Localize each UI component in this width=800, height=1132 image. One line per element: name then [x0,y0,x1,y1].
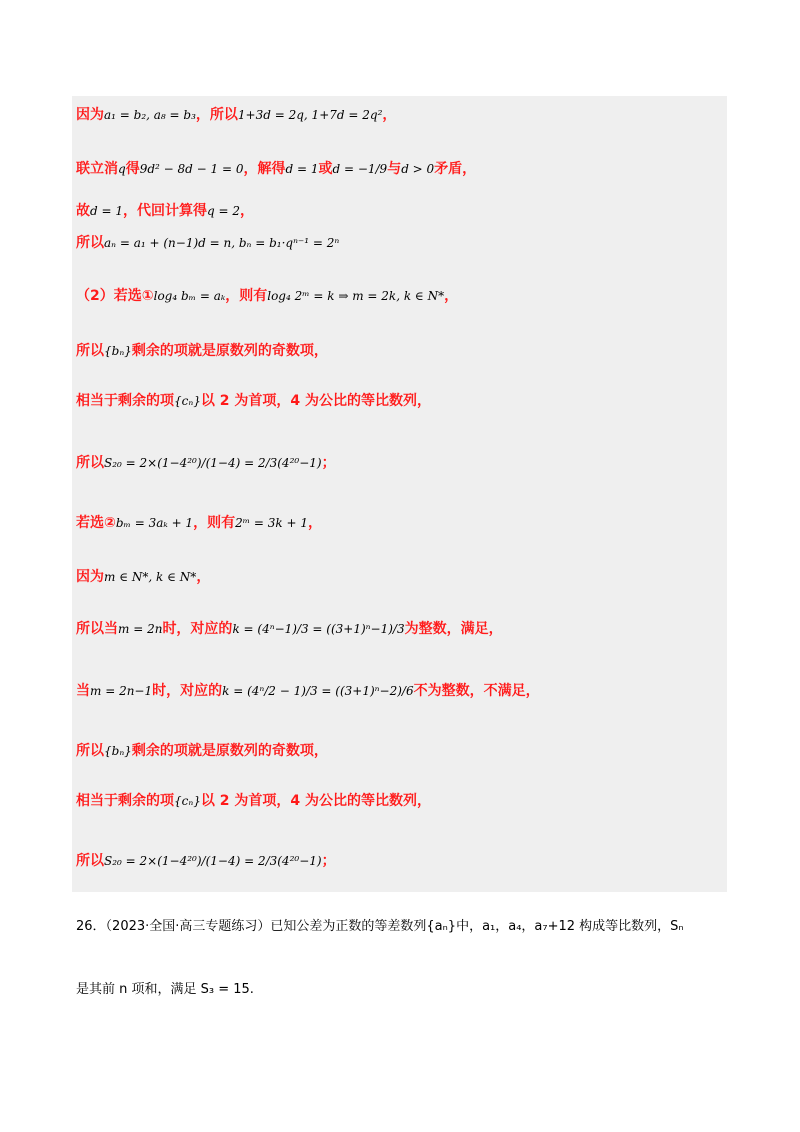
text: ； [321,853,336,869]
text: 以 2 为首项，4 为公比的等比数列， [200,793,431,809]
question-26-line-1: 26．（2023·全国·高三专题练习）已知公差为正数的等差数列{aₙ}中，a₁，a₄，a₇+12 构成等比数列，Sₙ [76,919,684,934]
formula: log₄ bₘ = aₖ [153,289,226,303]
solution-line-13 [76,740,328,760]
solution-line-2 [76,158,476,178]
text: 若选② [76,515,116,531]
formula: m = 2n [118,622,163,636]
text: 所以 [76,455,104,471]
text: ，代回计算得 [123,203,207,219]
formula: q = 2 [207,204,240,218]
formula: 1+3d = 2q, 1+7d = 2q² [237,108,383,122]
formula: {cₙ} [174,394,201,408]
text: 剩余的项就是原数列的奇数项， [131,743,328,759]
solution-line-9 [76,512,322,532]
formula: d = 1 [285,162,319,176]
text: 所以 [76,235,104,251]
solution-line-12 [76,680,540,700]
text: ， [240,203,254,219]
text: 故 [76,203,90,219]
formula: q [118,162,126,176]
text: 与 [387,161,402,177]
solution-line-5 [76,285,458,305]
formula: m ∈ N*, k ∈ N* [104,570,197,584]
text: （2）若选① [76,288,154,304]
solution-line-11 [76,618,503,638]
solution-line-8 [76,452,336,472]
formula: log₄ 2ᵐ = k ⇒ m = 2k, k ∈ N* [267,289,445,303]
text: 或 [318,161,333,177]
text: 相当于剩余的项 [76,393,174,409]
text: ，所以 [195,107,238,123]
formula: d > 0 [401,162,435,176]
formula: 9d² − 8d − 1 = 0 [139,162,244,176]
solution-line-1 [76,104,396,124]
formula: k = (4ⁿ−1)/3 = ((3+1)ⁿ−1)/3 [232,622,405,636]
formula: 2ᵐ = 3k + 1 [235,516,308,530]
formula: aₙ = a₁ + (n−1)d = n, bₙ = b₁·qⁿ⁻¹ = 2ⁿ [104,236,340,250]
question-26-line-2: 是其前 n 项和，满足 S₃ = 15. [76,982,254,997]
formula: {cₙ} [174,794,201,808]
text: 联立消 [76,161,118,177]
formula: bₘ = 3aₖ + 1 [115,516,194,530]
text: 时，对应的 [152,683,223,699]
formula: k = (4ⁿ/2 − 1)/3 = ((3+1)ⁿ−2)/6 [222,684,414,698]
text: 所以 [76,743,104,759]
formula: S₂₀ = 2×(1−4²⁰)/(1−4) = 2/3(4²⁰−1) [104,456,322,470]
solution-line-10 [76,566,210,586]
text: 得 [125,161,140,177]
text: ，则有 [193,515,236,531]
text: 当 [76,683,90,699]
text: 剩余的项就是原数列的奇数项， [131,343,328,359]
text: 矛盾， [434,161,477,177]
text: ， [307,515,322,531]
text: 因为 [76,569,104,585]
formula: a₁ = b₂, a₈ = b₃ [104,108,196,122]
text: ， [382,107,397,123]
formula: {bₙ} [104,744,132,758]
formula: m = 2n−1 [90,684,153,698]
text: 以 2 为首项，4 为公比的等比数列， [200,393,431,409]
text: ，则有 [225,288,268,304]
solution-line-6 [76,340,328,360]
text: ，解得 [243,161,286,177]
solution-line-3 [76,200,254,220]
text: 不为整数，不满足， [413,683,540,699]
text: 相当于剩余的项 [76,793,174,809]
text: ， [196,569,211,585]
formula: d = 1 [90,204,123,218]
solution-line-7 [76,390,431,410]
formula: S₂₀ = 2×(1−4²⁰)/(1−4) = 2/3(4²⁰−1) [104,854,322,868]
text: 所以 [76,343,104,359]
solution-line-4 [76,232,339,252]
formula: {bₙ} [104,344,132,358]
solution-line-15 [76,850,336,870]
text: 所以当 [76,621,118,637]
text: ， [444,288,459,304]
text: 所以 [76,853,104,869]
text: ； [321,455,336,471]
text: 因为 [76,107,104,123]
solution-line-14 [76,790,431,810]
text: 时，对应的 [162,621,233,637]
text: 为整数，满足， [404,621,503,637]
formula: d = −1/9 [332,162,388,176]
